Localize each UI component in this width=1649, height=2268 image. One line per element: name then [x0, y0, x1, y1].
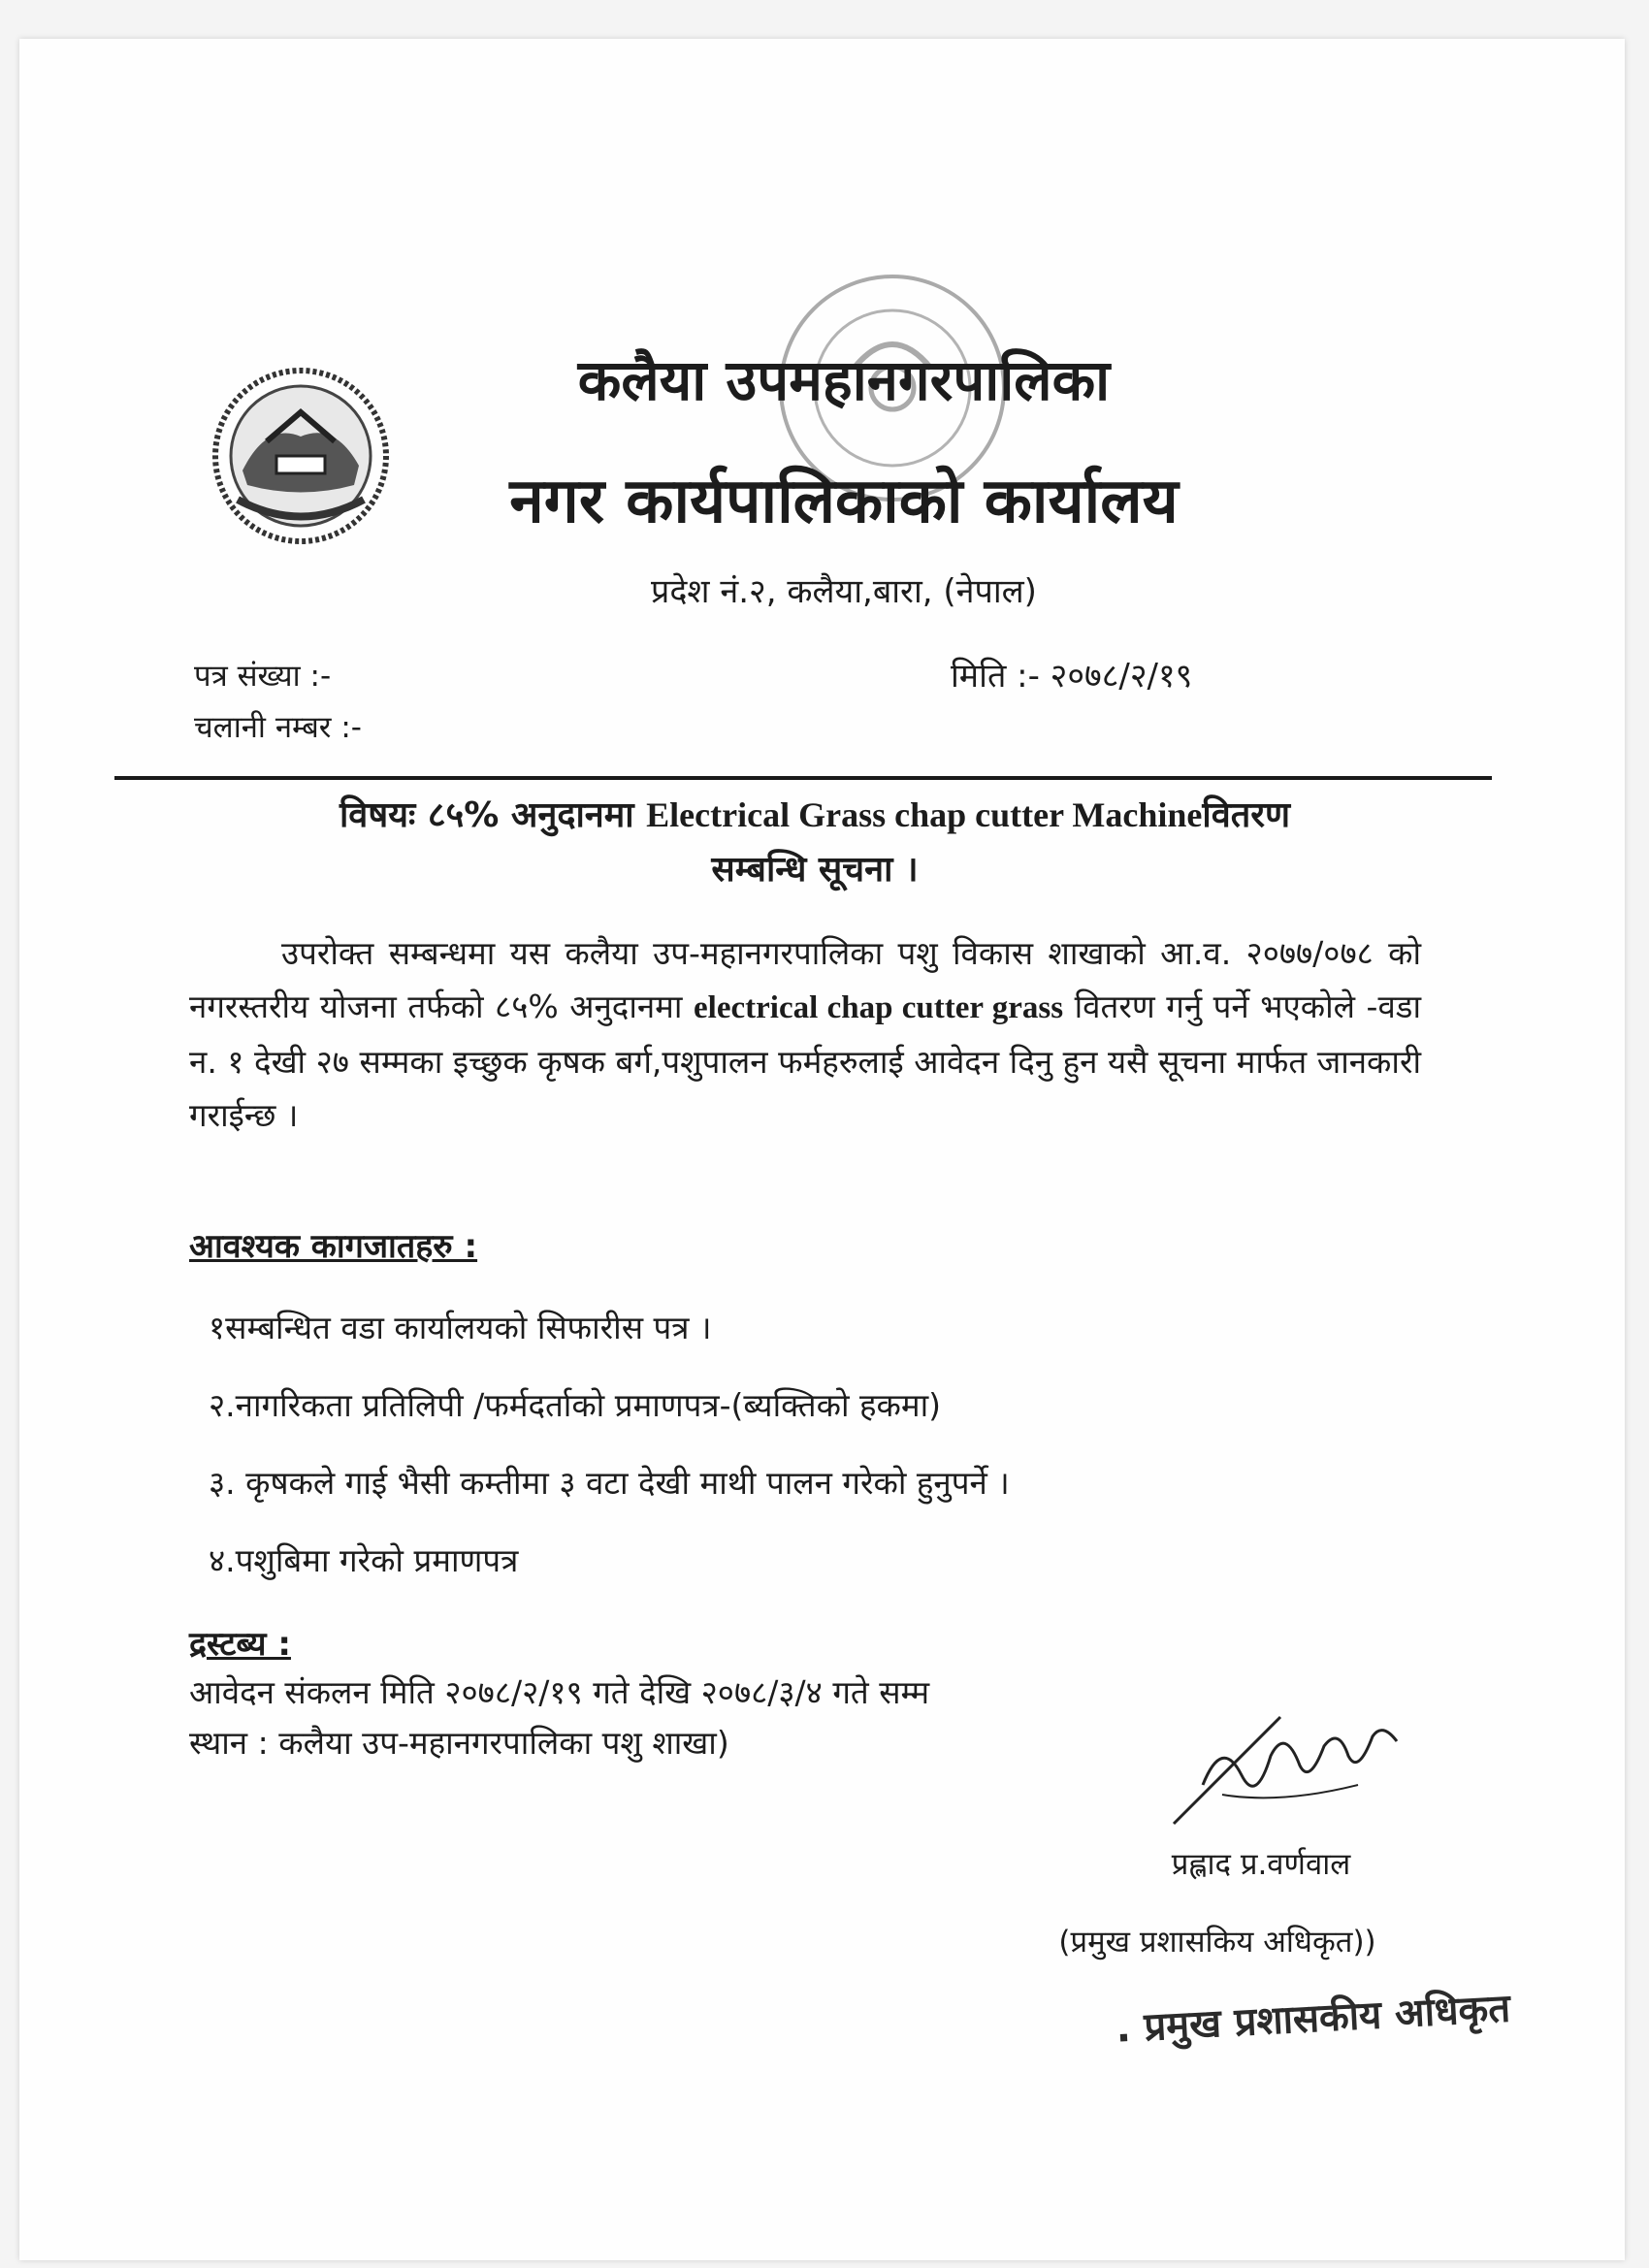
subject-suffix: वितरण	[1202, 795, 1291, 835]
office-address: प्रदेश नं.२, कलैया,बारा, (नेपाल)	[651, 572, 1037, 611]
document-item: १सम्बन्धित वडा कार्यालयको सिफारीस पत्र ।	[209, 1309, 712, 1346]
documents-heading: आवश्यक कागजातहरु :	[189, 1227, 478, 1266]
note-line2: स्थान : कलैया उप-महानगरपालिका पशु शाखा)	[189, 1724, 729, 1762]
body-english: electrical chap cutter grass	[694, 990, 1064, 1025]
header-divider	[114, 776, 1492, 780]
municipality-name: कलैया उपमहानगरपालिका	[577, 347, 1111, 413]
body-part2: वितरण गर्नु पर्ने भएकोले -वडा न. १ देखी २७ सम्मका इच्छुक कृषक बर्ग,पशुपालन फर्महरुलाई आवेदन दिनु हुन यसै सूचना मार्फत जानकारी गराईन्छ ।	[189, 988, 1422, 1134]
nepal-emblem-icon	[209, 364, 393, 548]
body-part1: उपरोक्त सम्बन्धमा यस कलैया उप-महानगरपालिका पशु विकास शाखाको आ.व. २०७७/०७८ को नगरस्तरीय योजना तर्फको ८५% अनुदानमा	[189, 934, 1421, 1025]
note-heading: द्रस्टब्य :	[189, 1625, 291, 1664]
signatory-title: (प्रमुख प्रशासकिय अधिकृत))	[1058, 1925, 1376, 1960]
document-item: ३. कृषकले गाई भैसी कम्तीमा ३ वटा देखी माथी पालन गरेको हुनुपर्ने ।	[209, 1464, 1010, 1502]
letter-number: पत्र संख्या :-	[194, 659, 332, 694]
designation-stamp: . प्रमुख प्रशासकीय अधिकृत	[1115, 1986, 1512, 2052]
document-item: २.नागरिकता प्रतिलिपी /फर्मदर्ताको प्रमाणपत्र-(ब्यक्तिको हकमा)	[209, 1386, 942, 1424]
subject-english: Electrical Grass chap cutter Machine	[646, 795, 1203, 834]
signatory-name: प्रह्लाद प्र.वर्णवाल	[1171, 1847, 1351, 1882]
document-item: ४.पशुबिमा गरेको प्रमाणपत्र	[209, 1541, 519, 1579]
office-name: नगर कार्यपालिकाको कार्यालय	[509, 466, 1179, 537]
subject-line2: सम्बन्धि सूचना ।	[711, 850, 919, 890]
subject	[136, 788, 1494, 897]
letter-date: मिति :- २०७८/२/१९	[951, 657, 1193, 696]
note-line1: आवेदन संकलन मिति २०७८/२/१९ गते देखि २०७८/३/४ गते सम्म	[189, 1673, 930, 1711]
notice-body	[189, 926, 1421, 1142]
subject-prefix: विषयः ८५% अनुदानमा	[339, 795, 634, 835]
signature-icon	[1164, 1698, 1416, 1833]
dispatch-number: चलानी नम्बर :-	[194, 710, 362, 745]
